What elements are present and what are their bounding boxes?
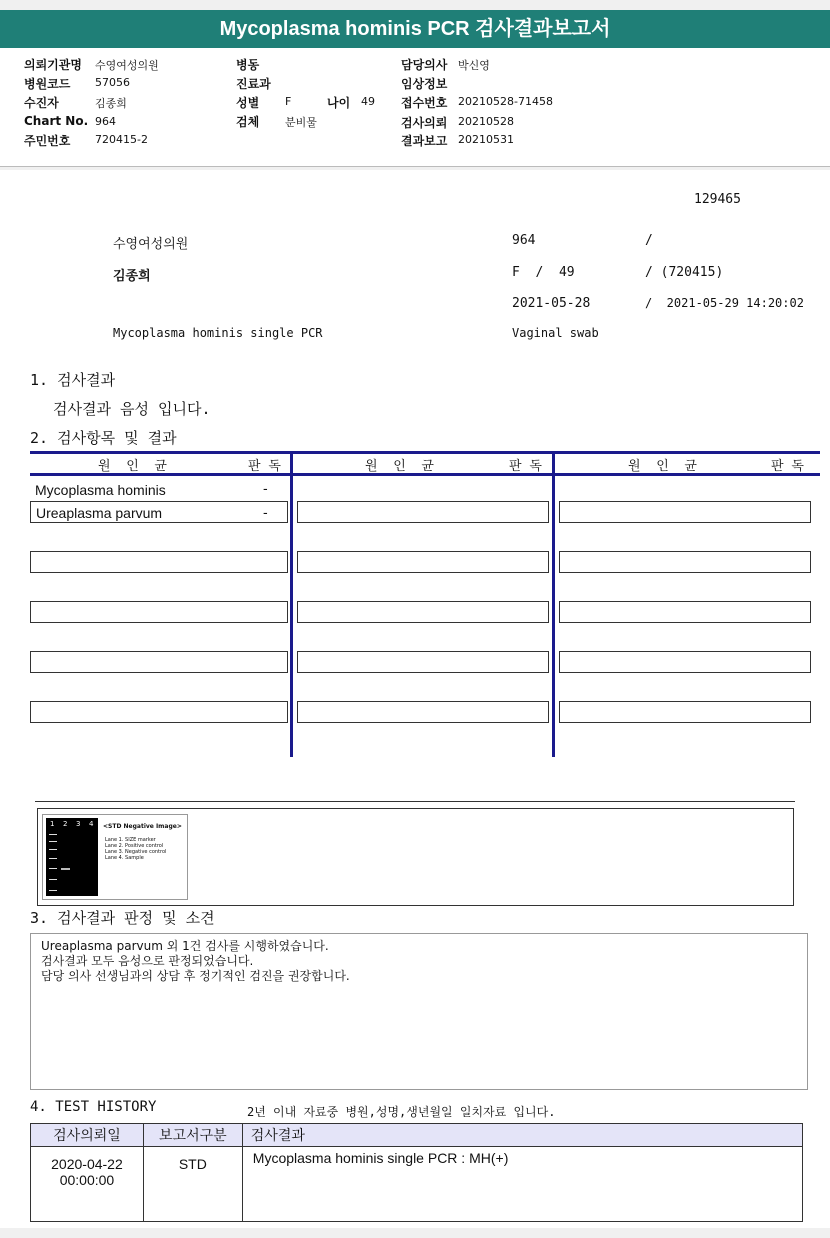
marker-band (49, 834, 57, 835)
remarks-line: 담당 의사 선생님과의 상담 후 정기적인 검진을 권장합니다. (41, 969, 350, 983)
organism-result: - (263, 504, 268, 520)
column-header-result: 판 독 (248, 459, 281, 474)
header-label: 주민번호 (24, 134, 71, 148)
header-value: 20210531 (458, 133, 514, 146)
divider-line (35, 801, 795, 802)
result-cell (297, 501, 549, 523)
header-value: 20210528-71458 (458, 95, 553, 108)
chart-number: 964 (512, 233, 536, 248)
result-cell (30, 701, 288, 723)
gel-legend-item: Lane 3. Negative control (105, 849, 167, 855)
column-header-organism: 원 인 균 (98, 459, 167, 474)
result-cell (30, 601, 288, 623)
section3-title: 3. 검사결과 판정 및 소견 (30, 909, 215, 927)
history-note: 2년 이내 자료중 병원,성명,생년월일 일치자료 입니다. (247, 1105, 556, 1119)
result-cell (297, 601, 549, 623)
result-cell (30, 551, 288, 573)
remarks-box (30, 933, 808, 1090)
header-value: 20210528 (458, 115, 514, 128)
result-cell (559, 701, 811, 723)
history-result: Mycoplasma hominis single PCR : MH(+) (242, 1147, 802, 1222)
history-header-result: 검사결과 (242, 1124, 802, 1147)
date-reported: / 2021-05-29 14:20:02 (645, 296, 804, 310)
result-cell (297, 651, 549, 673)
history-time-line: 00:00:00 (59, 1172, 115, 1188)
header-label: 수진자 (24, 96, 59, 110)
header-value: 49 (361, 95, 375, 108)
history-type: STD (143, 1147, 242, 1222)
result-cell (30, 651, 288, 673)
header-label: 검사의뢰 (401, 116, 448, 130)
header-label: Chart No. (24, 114, 89, 128)
date-requested: 2021-05-28 (512, 296, 591, 311)
marker-band (49, 890, 57, 891)
column-header-result: 판 독 (509, 459, 542, 474)
test-name: Mycoplasma hominis single PCR (113, 326, 323, 340)
report-number: 129465 (694, 192, 741, 207)
header-label: 결과보고 (401, 134, 448, 148)
organism-name: Mycoplasma hominis (35, 482, 166, 498)
column-divider (290, 451, 293, 757)
header-value: 분비물 (285, 116, 317, 129)
header-label: 성별 (236, 96, 260, 110)
gel-legend-item: Lane 2. Positive control (105, 843, 164, 849)
header-label: 검체 (236, 115, 260, 129)
result-cell (559, 601, 811, 623)
report-header (0, 48, 830, 167)
header-label: 나이 (327, 96, 351, 110)
history-header-type: 보고서구분 (143, 1124, 242, 1147)
organism-result: - (263, 480, 268, 496)
header-label: 접수번호 (401, 96, 448, 110)
header-label: 병원코드 (24, 77, 71, 91)
header-label: 임상정보 (401, 77, 448, 91)
clinic-name: 수영여성의원 (113, 237, 189, 252)
result-cell (559, 551, 811, 573)
result-cell (297, 701, 549, 723)
header-value: 57056 (95, 76, 130, 89)
organism-name: Ureaplasma parvum (36, 505, 163, 521)
gel-legend-item: Lane 1. SIZE marker (105, 837, 156, 843)
lane-label: 1 (50, 820, 55, 828)
header-label: 진료과 (236, 77, 271, 91)
header-value: 720415-2 (95, 133, 148, 146)
positive-band (61, 868, 70, 870)
gel-legend (105, 837, 166, 861)
marker-band (49, 849, 57, 850)
gel-title: <STD Negative Image> (103, 823, 182, 830)
marker-band (49, 858, 57, 859)
specimen: Vaginal swab (512, 326, 599, 340)
remarks-line: Ureaplasma parvum 외 1건 검사를 시행하였습니다. (41, 939, 329, 953)
history-table (30, 1123, 803, 1222)
header-label: 병동 (236, 58, 260, 72)
lane-label: 4 (89, 820, 94, 828)
header-value: 김종희 (95, 97, 127, 110)
lane-label: 3 (76, 820, 81, 828)
report-title: Mycoplasma hominis PCR 검사결과보고서 (0, 10, 830, 48)
sex-age: F / 49 (512, 265, 575, 280)
column-header-organism: 원 인 균 (628, 459, 697, 474)
table-top-rule (30, 451, 820, 454)
section1-result-text: 검사결과 음성 입니다. (53, 400, 211, 418)
history-date-line: 2020-04-22 (51, 1156, 123, 1172)
gel-photo (46, 818, 98, 896)
history-header-date: 검사의뢰일 (31, 1124, 144, 1147)
header-label: 의뢰기관명 (24, 58, 82, 72)
slash-separator: / (645, 233, 653, 248)
header-label: 담당의사 (401, 58, 448, 72)
birth-date: / (720415) (645, 265, 724, 280)
section1-title: 1. 검사결과 (30, 371, 116, 389)
header-value: F (285, 95, 292, 108)
remarks-line: 검사결과 모두 음성으로 판정되었습니다. (41, 954, 254, 968)
section2-title: 2. 검사항목 및 결과 (30, 429, 177, 447)
result-cell (559, 501, 811, 523)
section4-title: 4. TEST HISTORY (30, 1099, 157, 1115)
marker-band (49, 841, 57, 842)
header-value: 964 (95, 115, 116, 128)
header-value: 박신영 (458, 59, 490, 72)
column-divider (552, 451, 555, 757)
header-value: 수영여성의원 (95, 59, 159, 72)
history-header-row (31, 1124, 803, 1147)
result-cell (297, 551, 549, 573)
marker-band (49, 868, 57, 869)
gel-image (42, 814, 188, 900)
lane-label: 2 (63, 820, 68, 828)
column-header-organism: 원 인 균 (365, 459, 434, 474)
table-row (31, 1147, 803, 1222)
column-header-result: 판 독 (771, 459, 804, 474)
result-cell (559, 651, 811, 673)
gel-legend-item: Lane 4. Sample (105, 855, 144, 861)
marker-band (49, 879, 57, 880)
history-date (31, 1147, 144, 1222)
patient-name: 김종희 (113, 269, 151, 284)
